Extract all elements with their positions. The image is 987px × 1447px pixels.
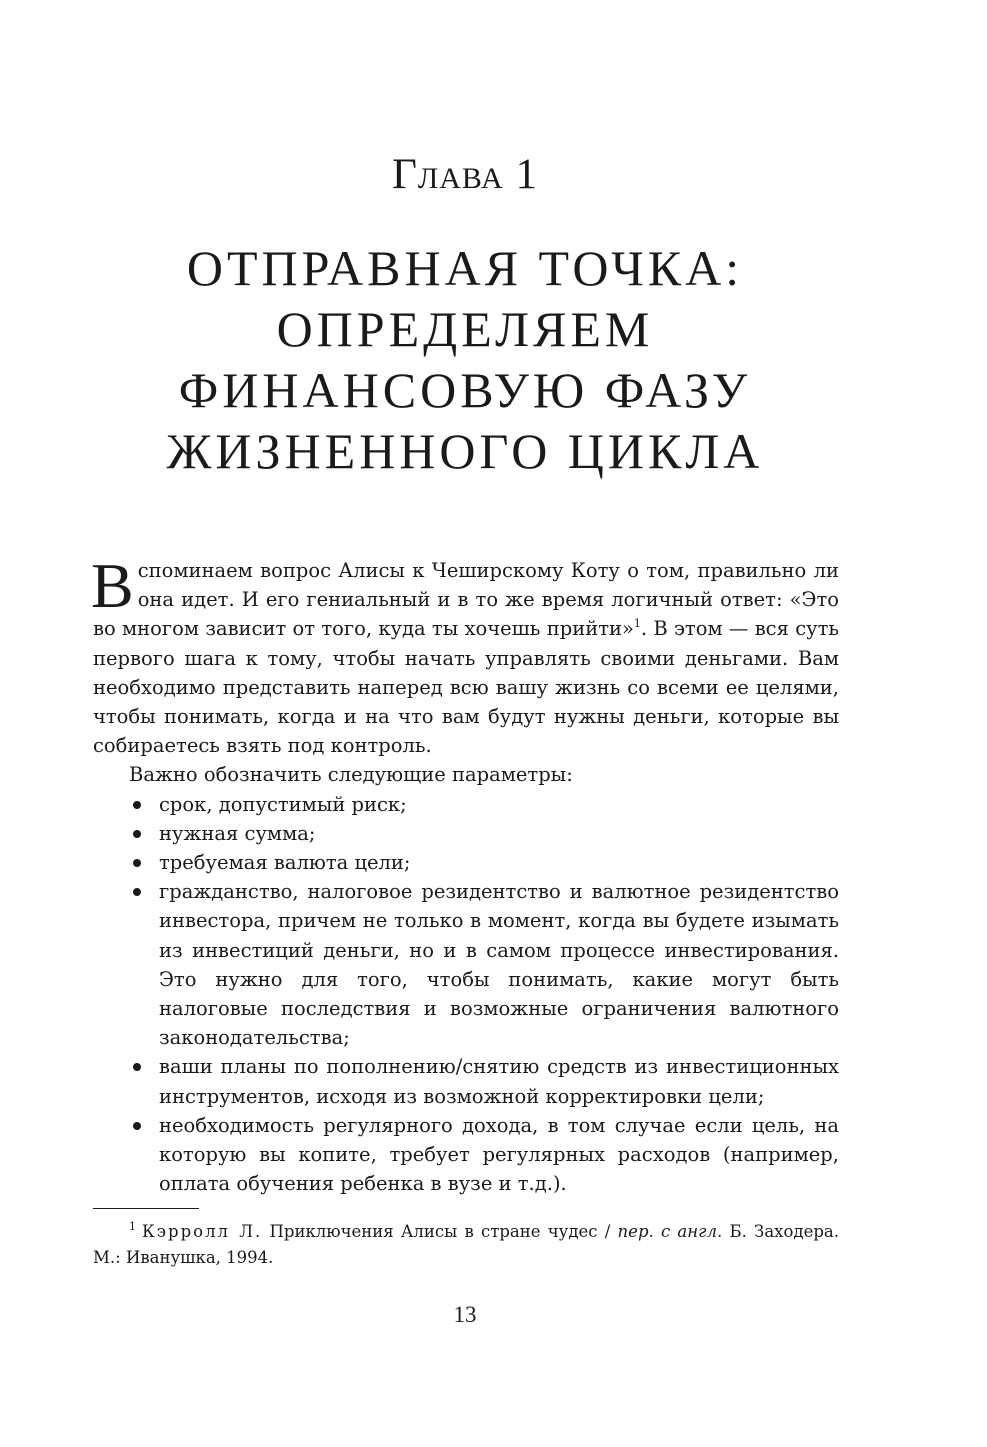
footnote-author: Кэрролл Л.	[142, 1222, 263, 1241]
list-item	[93, 1111, 839, 1199]
params-intro: Важно обозначить следующие параметры:	[129, 763, 573, 787]
chapter-title-line: ФИНАНСОВУЮ ФАЗУ	[178, 362, 752, 418]
drop-cap: В	[91, 550, 134, 621]
bullet-icon	[133, 859, 141, 867]
list-item-text: гражданство, налоговое резидентство и валютное резидентство инвестора, причем не только в момент, когда вы будете изымать из инвестиций деньги, но и в самом процессе инвестирования. Это нужно для того, чтобы понимать, какие могут быть налоговые последствия и возможные ограничения валютного законодательства;	[159, 880, 839, 1050]
intro-text-continued: . В этом — вся суть первого шага к тому, чтобы начать управлять своими деньгами. Вам необходимо представить наперед всю вашу жизнь со всеми ее целями, чтобы понимать, когда и на что вам будут нужны деньги, которые вы собираетесь взять под контроль.	[93, 617, 839, 758]
parameter-list	[93, 790, 839, 1199]
list-item	[93, 877, 839, 1052]
chapter-label: Глава 1	[392, 151, 538, 198]
footnote-divider	[93, 1208, 199, 1209]
list-item	[93, 848, 839, 877]
bullet-icon	[133, 888, 141, 896]
chapter-title-line: ОПРЕДЕЛЯЕМ	[276, 301, 654, 357]
list-item-text: требуемая валюта цели;	[159, 851, 411, 875]
footnote	[93, 1219, 839, 1271]
list-item	[93, 1052, 839, 1110]
footnote-translator-note: пер. с англ.	[617, 1222, 723, 1241]
intro-paragraph	[91, 550, 839, 760]
list-item-text: ваши планы по пополнению/снятию средств из инвестиционных инструментов, исходя из возможной корректировки цели;	[159, 1055, 839, 1108]
list-item	[93, 819, 839, 848]
footnote-reference: 1	[633, 617, 641, 631]
chapter-title-line: ОТПРАВНАЯ ТОЧКА:	[186, 240, 744, 296]
intro-text: споминаем вопрос Алисы к Чеширскому Коту о том, правильно ли она идет. И его гениальный и в то же время логичный ответ: «Это во многом зависит от того, куда ты хочешь прийти»	[93, 559, 839, 641]
list-item-text: срок, допустимый риск;	[159, 792, 407, 816]
footnote-title: Приключения Алисы в стране чудес /	[262, 1222, 618, 1241]
chapter-title-line: ЖИЗНЕННОГО ЦИКЛА	[166, 423, 764, 479]
page-number: 13	[453, 1302, 477, 1327]
bullet-icon	[133, 1122, 141, 1130]
bullet-icon	[133, 801, 141, 809]
list-item-text: необходимость регулярного дохода, в том случае если цель, на которую вы копите, требует регулярных расходов (например, оплата обучения ребенка в вузе и т.д.).	[159, 1113, 839, 1196]
body-text	[91, 550, 839, 1198]
bullet-icon	[133, 830, 141, 838]
bullet-icon	[133, 1063, 141, 1071]
list-item	[93, 790, 839, 819]
footnote-rest: Б. Заходера. М.: Иванушка, 1994.	[93, 1222, 839, 1267]
chapter-title	[0, 238, 930, 482]
footnote-mark: 1	[129, 1220, 136, 1233]
list-item-text: нужная сумма;	[159, 821, 316, 845]
